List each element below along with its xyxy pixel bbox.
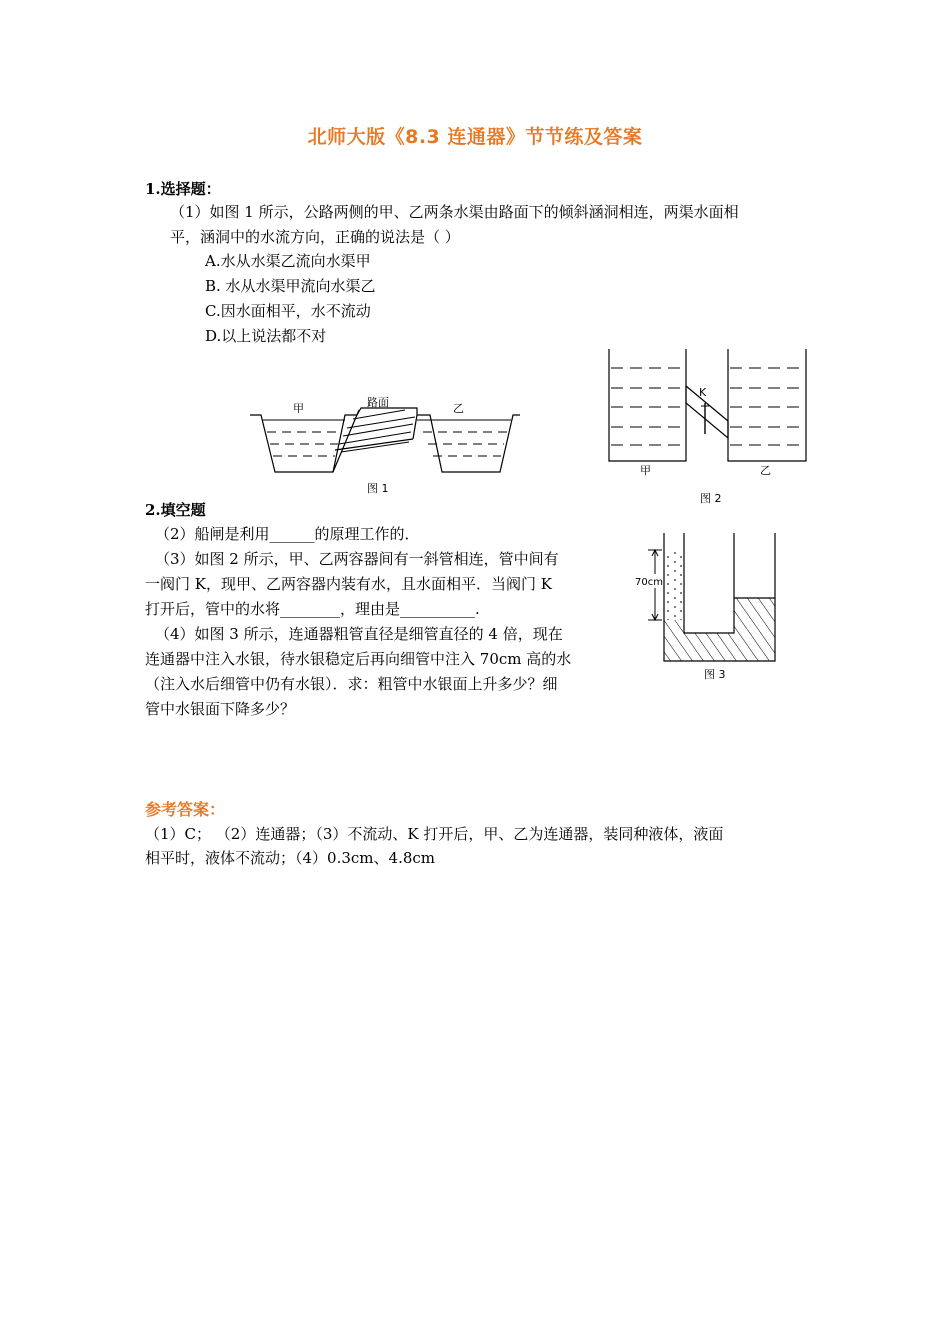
- q1-option-d: D.以上说法都不对: [205, 327, 327, 345]
- q1-option-c: C.因水面相平，水不流动: [205, 302, 371, 320]
- figure3-caption: 图 3: [704, 668, 726, 681]
- figure3: [632, 528, 782, 684]
- q4-line3: （注入水后细管中仍有水银）．求：粗管中水银面上升多少？细: [145, 675, 558, 693]
- answers-line2: 相平时，液体不流动；（4）0.3cm、4.8cm: [145, 849, 436, 867]
- q2-text: （2）船闸是利用______的原理工作的．: [155, 525, 420, 543]
- q4-line4: 管中水银面下降多少？: [145, 700, 296, 718]
- q1-line2: 平，涵洞中的水流方向，正确的说法是（ ）: [170, 228, 460, 246]
- q4-line2: 连通器中注入水银，待水银稳定后再向细管中注入 70cm 高的水: [145, 650, 572, 668]
- figure2-caption: 图 2: [700, 492, 722, 505]
- figure2-label-k: K: [699, 386, 707, 399]
- q1-option-b: B. 水从水渠甲流向水渠乙: [205, 277, 376, 295]
- answers-line1: （1）C； （2）连通器；（3）不流动、K 打开后，甲、乙为连通器，装同种液体，液面: [145, 825, 724, 843]
- figure1-label-road: 路面: [367, 396, 389, 409]
- page-title: 北师大版《8.3 连通器》节节练及答案: [307, 126, 643, 148]
- figure1-caption: 图 1: [367, 482, 389, 495]
- figure1-label-yi: 乙: [453, 402, 464, 415]
- figure2-label-jia: 甲: [640, 464, 651, 477]
- section1-heading: 1.选择题：: [145, 180, 221, 198]
- q3-line2: 一阀门 K，现甲、乙两容器内装有水，且水面相平．当阀门 K: [145, 575, 552, 593]
- q3-line3: 打开后，管中的水将________，理由是__________.: [145, 600, 480, 618]
- section2-heading: 2.填空题: [145, 501, 206, 519]
- figure1: [245, 392, 520, 500]
- q4-line1: （4）如图 3 所示，连通器粗管直径是细管直径的 4 倍，现在: [155, 625, 563, 643]
- figure2: [604, 346, 812, 511]
- answers-heading: 参考答案：: [145, 800, 226, 819]
- figure2-label-yi: 乙: [760, 464, 771, 477]
- figure1-label-jia: 甲: [293, 402, 304, 415]
- q1-line1: （1）如图 1 所示，公路两侧的甲、乙两条水渠由路面下的倾斜涵洞相连，两渠水面相: [170, 203, 739, 221]
- q1-option-a: A.水从水渠乙流向水渠甲: [205, 252, 371, 270]
- q3-line1: （3）如图 2 所示，甲、乙两容器间有一斜管相连，管中间有: [155, 550, 559, 568]
- figure3-height-label: 70cm: [635, 577, 663, 588]
